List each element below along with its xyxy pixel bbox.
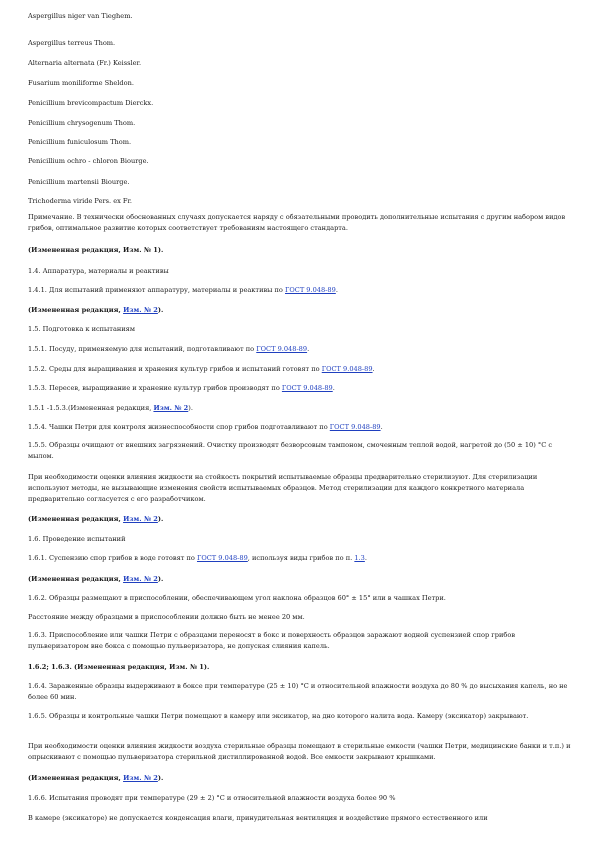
revision-note: (Измененная редакция, Изм. № 1). xyxy=(28,246,164,254)
species-item: Aspergillus terreus Thom. xyxy=(28,39,116,47)
gost-link[interactable]: ГОСТ 9.048-89 xyxy=(256,345,308,353)
revision-note: (Измененная редакция, Изм. № 2). xyxy=(28,515,164,523)
revision-note: (Измененная редакция, Изм. № 2). xyxy=(28,306,164,314)
paragraph-1-5-5: 1.5.5. Образцы очищают от внешних загрязнений. Очистку производят безворсовым тампоном, смоченным теплой водой, нагретой до (50 ± 10) °С с мылом. xyxy=(28,441,553,460)
amendment-link[interactable]: Изм. № 2 xyxy=(123,575,158,583)
section-heading: 1.6. Проведение испытаний xyxy=(28,535,126,543)
paragraph-1-5-4: 1.5.4. Чашки Петри для контроля жизнеспособности спор грибов подготавливают по ГОСТ 9.048-89. xyxy=(28,423,383,431)
revision-note: 1.5.1 -1.5.3.(Измененная редакция, Изм. № 2). xyxy=(28,404,193,412)
revision-note: (Измененная редакция, Изм. № 2). xyxy=(28,774,164,782)
note-paragraph: Примечание. В технически обоснованных случаях допускается наряду с обязательными проводить дополнительные испытания с другим набором видов грибов, оптимальное развитие которых соответствует требованиям настоящего стандарта. xyxy=(28,213,566,232)
paragraph-1-5-2: 1.5.2. Среды для выращивания и хранения культур грибов и испытаний готовят по ГОСТ 9.048-89. xyxy=(28,365,375,373)
amendment-link[interactable]: Изм. № 2 xyxy=(153,404,189,412)
species-item: Fusarium moniliforme Sheldon. xyxy=(28,79,134,87)
species-item: Alternaria alternata (Fr.) Keissler. xyxy=(28,59,142,67)
amendment-link[interactable]: Изм. № 2 xyxy=(123,306,158,314)
distance-paragraph: Расстояние между образцами в приспособлении должно быть не менее 20 мм. xyxy=(28,613,305,621)
paragraph-1-6-4: 1.6.4. Зараженные образцы выдерживают в боксе при температуре (25 ± 10) °С и относительной влажности воздуха до 80 % до высыхания капель, но не более 60 мин. xyxy=(28,682,568,701)
section-heading: 1.5. Подготовка к испытаниям xyxy=(28,325,135,333)
amendment-link[interactable]: Изм. № 2 xyxy=(123,774,158,782)
gost-link[interactable]: ГОСТ 9.048-89 xyxy=(196,554,248,562)
paragraph-1-6-5: 1.6.5. Образцы и контрольные чашки Петри помещают в камеру или эксикатор, на дно которого налита вода. Камеру (эксикатор) закрывают. xyxy=(28,712,529,720)
species-item: Penicillium brevicompactum Dierckx. xyxy=(28,99,154,107)
species-item: Penicillium ochro - chloron Biourge. xyxy=(28,157,149,165)
revision-note: (Измененная редакция, Изм. № 2). xyxy=(28,575,164,583)
amendment-link[interactable]: Изм. № 2 xyxy=(123,515,158,523)
gost-link[interactable]: ГОСТ 9.048-89 xyxy=(281,384,333,392)
paragraph-1-4-1: 1.4.1. Для испытаний применяют аппаратуру, материалы и реактивы по ГОСТ 9.048-89. xyxy=(28,286,338,294)
humidity-paragraph: При необходимости оценки влияния жидкости воздуха стерильные образцы помещают в стерильные емкости (чашки Петри, медицинские банки и т.п.) и опрыскивают с помощью пульверизатора стерильной дистиллированной водой. Все емкости закрывают крышками. xyxy=(28,742,571,761)
paragraph-1-5-3: 1.5.3. Пересев, выращивание и хранение культур грибов производят по ГОСТ 9.048-89. xyxy=(28,384,335,392)
species-item: Penicillium funiculosum Thom. xyxy=(28,138,132,146)
clause-link[interactable]: 1.3 xyxy=(354,554,365,562)
species-item: Aspergillus niger van Tieghem. xyxy=(28,12,133,20)
species-item: Penicillium martensii Biourge. xyxy=(28,178,130,186)
species-item: Trichoderma viride Pers. ex Fr. xyxy=(28,197,133,205)
paragraph-1-6-3: 1.6.3. Приспособление или чашки Петри с образцами переносят в бокс и поверхность образцов заражают водной суспензией спор грибов пульверизатором вне бокса с помощью пульверизатора, не допуская слияния капель. xyxy=(28,631,516,650)
gost-link[interactable]: ГОСТ 9.048-89 xyxy=(329,423,381,431)
paragraph-1-6-1: 1.6.1. Суспензию спор грибов в воде готовят по ГОСТ 9.048-89, используя виды грибов по п. 1.3. xyxy=(28,554,367,562)
section-heading: 1.4. Аппаратура, материалы и реактивы xyxy=(28,267,169,275)
sterilization-paragraph: При необходимости оценки влияния жидкости на стойкость покрытий испытываемые образцы предварительно стерилизуют. Для стерилизации используют методы, не вызывающие изменения свойств испытываемых образцов. Метод стерилизации для каждого конкретного материала предварительно согласуется с его разработчиком. xyxy=(28,473,538,503)
paragraph-1-6-6: 1.6.6. Испытания проводят при температуре (29 ± 2) °С и относительной влажности воздуха более 90 % xyxy=(28,794,396,802)
gost-link[interactable]: ГОСТ 9.048-89 xyxy=(321,365,373,373)
paragraph-1-6-2: 1.6.2. Образцы размещают в приспособлении, обеспечивающем угол наклона образцов 60° ± 15° или в чашках Петри. xyxy=(28,594,446,602)
revision-note: 1.6.2; 1.6.3. (Измененная редакция, Изм. № 1). xyxy=(28,663,210,671)
last-paragraph: В камере (эксикаторе) не допускается конденсация влаги, принудительная вентиляция и воздействие прямого естественного или xyxy=(28,814,488,822)
species-item: Penicillium chrysogenum Thom. xyxy=(28,119,136,127)
gost-link[interactable]: ГОСТ 9.048-89 xyxy=(285,286,336,294)
paragraph-text: 1.4.1. Для испытаний применяют аппаратуру, материалы и реактивы по xyxy=(28,286,283,294)
paragraph-1-5-1: 1.5.1. Посуду, применяемую для испытаний, подготавливают по ГОСТ 9.048-89. xyxy=(28,345,310,353)
